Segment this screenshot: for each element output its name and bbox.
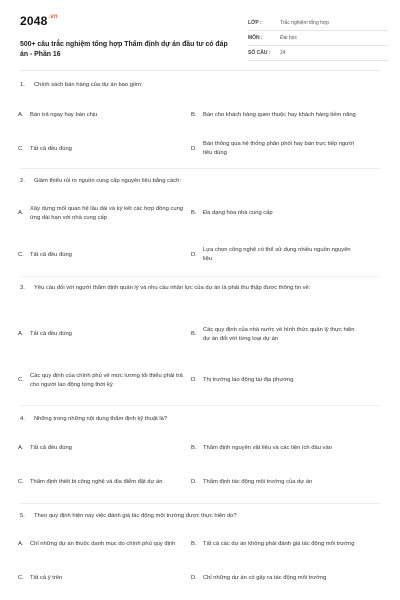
- answer-option-a[interactable]: [18, 106, 186, 124]
- answer-option-b[interactable]: [191, 200, 361, 227]
- question-1: [20, 81, 380, 90]
- option-letter: D.: [191, 478, 197, 485]
- option-text: Thẩm định nguyên vật liệu và các tiện ích đầu vào: [203, 444, 332, 451]
- answer-option-a[interactable]: [18, 535, 186, 553]
- answer-option-d[interactable]: [191, 473, 361, 491]
- answer-option-b[interactable]: [191, 535, 361, 553]
- option-letter: C.: [18, 377, 24, 383]
- option-letter: C.: [18, 574, 24, 581]
- option-letter: D.: [191, 574, 197, 581]
- option-letter: B.: [191, 540, 197, 547]
- option-letter: C.: [18, 145, 24, 152]
- answer-option-a[interactable]: [18, 321, 186, 348]
- option-text: Chỉ những dự án có gây ra tác động môi trường: [203, 574, 327, 581]
- option-text: Thẩm định thiết bị công nghệ và địa điểm đặt dự án: [30, 478, 163, 485]
- option-text: Bán trả ngay hay bán chịu: [30, 111, 98, 118]
- answer-option-c[interactable]: [18, 473, 186, 491]
- meta-subject: [248, 31, 388, 46]
- answer-option-d[interactable]: [191, 246, 361, 264]
- answer-option-c[interactable]: [18, 246, 186, 264]
- meta-value: Trắc nghiệm tổng hợp: [280, 20, 329, 26]
- option-text: Bán thông qua hệ thống phân phối hay bán trực tiếp người tiêu dùng: [203, 141, 355, 156]
- option-text: Đa dạng hóa nhà cung cấp: [203, 210, 273, 216]
- meta-label: SỐ CÂU :: [248, 50, 271, 56]
- question-divider: [20, 503, 380, 504]
- header-divider: [20, 70, 380, 71]
- option-letter: A.: [18, 111, 24, 118]
- question-stem: [20, 512, 380, 521]
- option-letter: A.: [18, 331, 24, 337]
- option-text: Bán cho khách hàng quen thuộc hay khách hàng tiềm năng: [203, 111, 356, 118]
- answer-option-c[interactable]: [18, 367, 186, 394]
- answer-option-b[interactable]: [191, 106, 361, 124]
- question-divider: [20, 405, 380, 406]
- meta-class: [248, 16, 388, 31]
- meta-value: Đại học: [280, 35, 297, 41]
- answer-option-a[interactable]: [18, 439, 186, 457]
- question-number: 5.: [20, 513, 25, 519]
- question-number: 3.: [20, 285, 25, 291]
- option-letter: B.: [191, 444, 197, 451]
- question-divider: [20, 276, 380, 277]
- answer-option-b[interactable]: [191, 321, 361, 348]
- option-text: Tất cả các dự án không phải đánh giá tác động môi trường: [203, 540, 355, 547]
- option-text: Tất cả đều đúng: [30, 145, 72, 152]
- meta-label: LỚP :: [248, 20, 262, 26]
- question-text: Những trong những nội dung thẩm định kỹ thuật là?: [34, 416, 168, 422]
- question-number: 2.: [20, 178, 25, 184]
- option-letter: B.: [191, 331, 197, 337]
- option-letter: B.: [191, 111, 197, 118]
- meta-question-count: [248, 46, 388, 61]
- option-text: Tất cả đều đúng: [30, 251, 72, 258]
- question-stem: [20, 177, 380, 186]
- question-text: Chính sách bán hàng của dự án bao gồm:: [34, 82, 143, 88]
- question-text: Giảm thiểu rủi ro nguồn cung cấp nguyên liệu bằng cách:: [34, 178, 181, 184]
- option-letter: D.: [191, 251, 197, 258]
- answer-option-d[interactable]: [191, 367, 361, 394]
- site-logo[interactable]: $2048^{.vn}$: [20, 14, 58, 28]
- option-text: Xây dựng mối quan hệ lâu dài và ký kết các hợp đồng cung ứng dài hạn với nhà cung cấp: [30, 205, 184, 221]
- question-5: [20, 512, 380, 521]
- option-text: Tất cả đều đúng: [30, 331, 72, 337]
- option-letter: A.: [18, 540, 24, 547]
- meta-value: 24: [280, 50, 286, 56]
- question-stem: [20, 81, 380, 90]
- option-text: Chỉ những dự án thuộc danh mục do chính phủ quy định: [30, 540, 176, 547]
- question-stem: [20, 415, 380, 424]
- answer-option-c[interactable]: [18, 569, 186, 587]
- page-header: [20, 10, 380, 66]
- option-text: Các quy định của chính phủ về mức lương tối thiểu phải trả cho người lao động từng thời kỳ: [30, 372, 183, 388]
- question-divider: [20, 168, 380, 169]
- answer-option-d[interactable]: [191, 569, 361, 587]
- option-text: Lựa chọn công nghệ có thể sử dụng nhiều nguồn nguyên liệu: [203, 247, 351, 262]
- question-number: 1.: [20, 82, 25, 88]
- question-text: Theo quy định hiện nay việc đánh giá tác động môi trường được thực hiện do?: [34, 513, 237, 519]
- answer-option-d[interactable]: [191, 140, 361, 158]
- option-text: Thẩm định tác động môi trường của dự án: [203, 478, 313, 485]
- option-text: Thị trường lao động tại địa phương: [203, 377, 294, 383]
- question-3: [20, 284, 380, 293]
- answer-option-c[interactable]: [18, 140, 186, 158]
- document-title: 500+ câu trắc nghiệm tổng hợp Thẩm định dự án đầu tư có đáp án - Phần 16: [20, 41, 228, 58]
- option-letter: C.: [18, 251, 24, 258]
- option-letter: A.: [18, 444, 24, 451]
- answer-option-a[interactable]: [18, 200, 186, 227]
- option-letter: D.: [191, 377, 197, 383]
- option-letter: A.: [18, 210, 24, 216]
- question-stem: [20, 284, 380, 293]
- option-letter: C.: [18, 478, 24, 485]
- option-text: Các quy định của nhà nước về hình thức quản lý thực hiện dự án đối với từng loại dự án: [203, 326, 355, 342]
- question-2: [20, 177, 380, 186]
- option-text: Tất cả ý trên: [30, 574, 63, 581]
- meta-label: MÔN :: [248, 35, 263, 41]
- question-number: 4.: [20, 416, 25, 422]
- question-4: [20, 415, 380, 424]
- option-text: Tất cả đều đúng: [30, 444, 72, 451]
- option-letter: B.: [191, 210, 197, 216]
- option-letter: D.: [191, 145, 197, 152]
- question-text: Yêu cầu đối với người thẩm định quản lý và nhu cầu nhân lực của dự án là phải thu thập được thông tin về:: [34, 285, 311, 291]
- answer-option-b[interactable]: [191, 439, 361, 457]
- quiz-meta: [248, 16, 388, 61]
